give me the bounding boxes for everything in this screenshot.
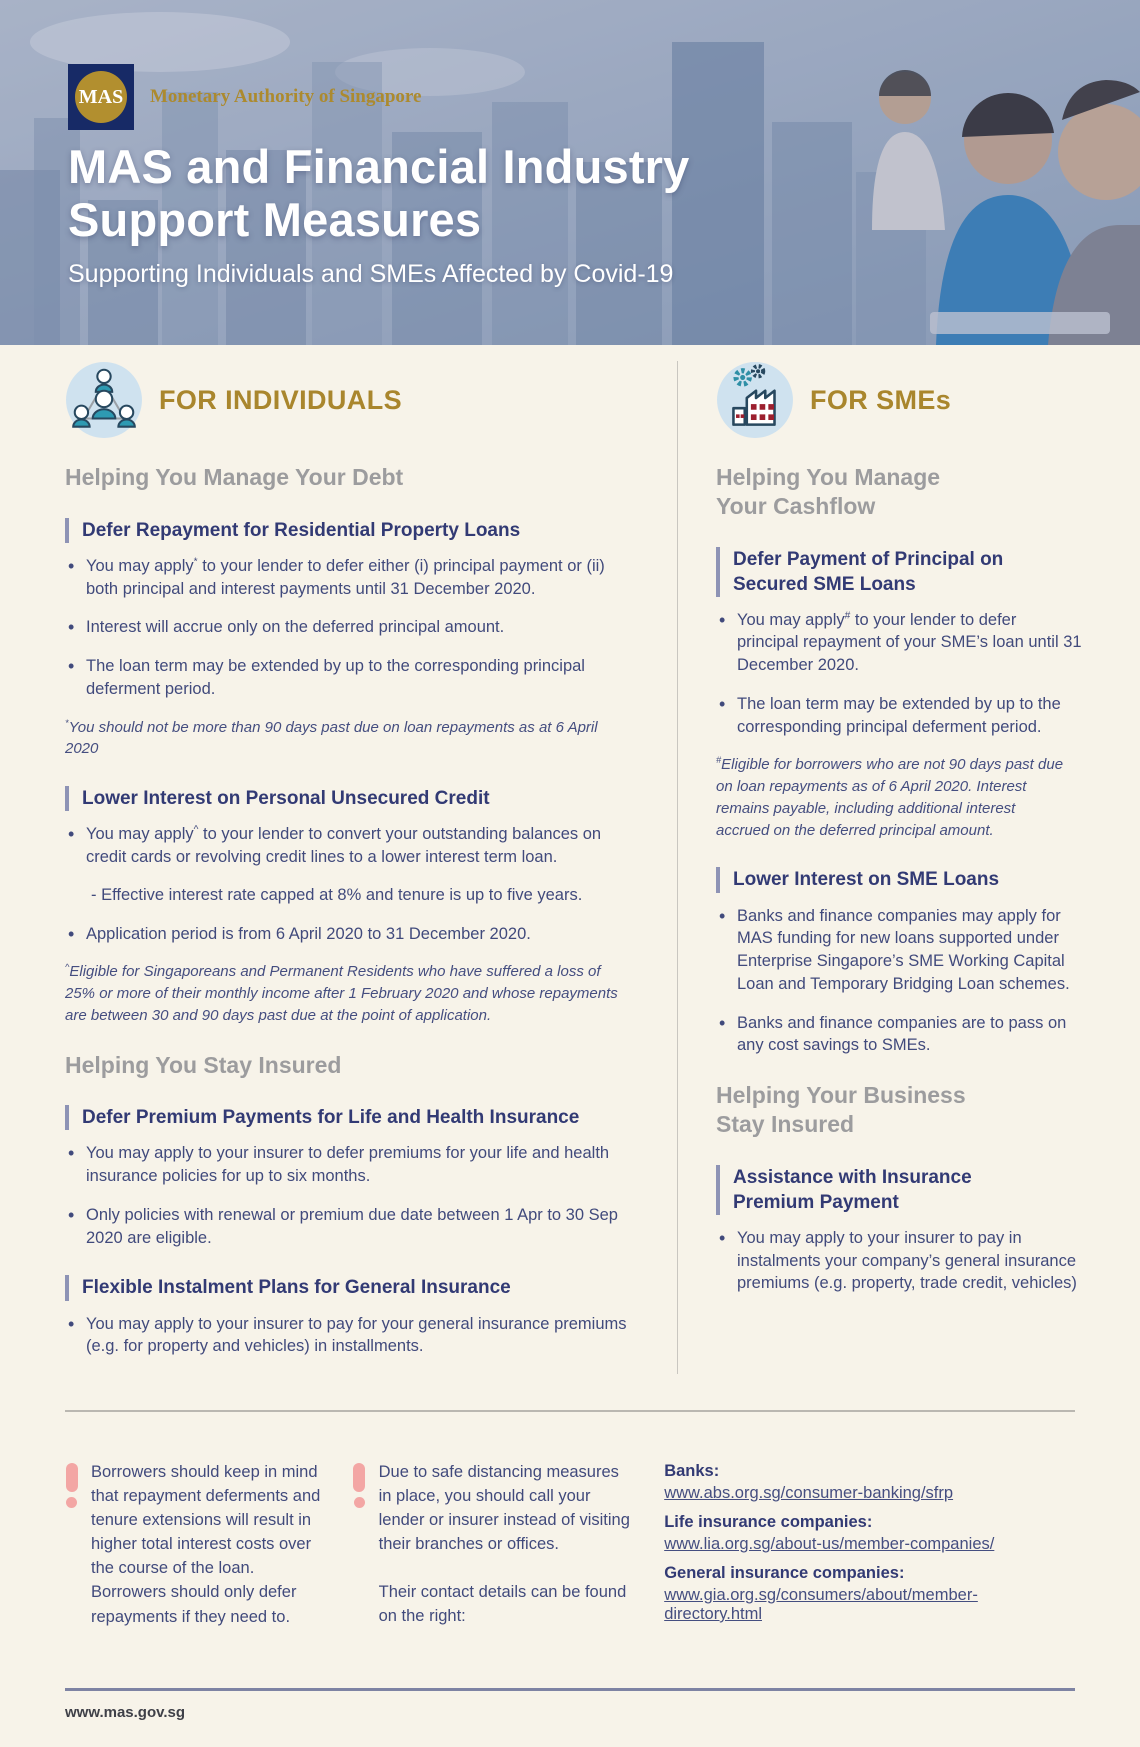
superscript-hash: # [844,610,851,622]
bullet-list [716,905,1082,1058]
superscript-caret: ^ [193,824,199,836]
brand-row [68,64,421,130]
item-title-defer-principal: Defer Payment of Principal on Secured SME Loans [716,547,1021,597]
org-name: Monetary Authority of Singapore [150,86,422,107]
bullet: • You may apply* to your lender to defer either (i) principal payment or (ii) both principal and interest payments until 31 December 2020. [65,555,631,601]
item-title-defer-repayment: Defer Repayment for Residential Property Loans [65,518,631,543]
bullet: • The loan term may be extended by up to the corresponding principal deferment period. [65,655,631,701]
contact-links [664,1460,1075,1634]
individuals-title: FOR INDIVIDUALS [159,384,403,415]
bullet: • You may apply to your insurer to pay in instalments your company’s general insurance premiums (e.g. property, trade credit, vehicles) [716,1227,1082,1295]
smes-title: FOR SMEs [810,384,952,415]
header-banner [0,0,1140,345]
item-title-defer-premium: Defer Premium Payments for Life and Health Insurance [65,1105,631,1130]
footnote-residential-loans: *You should not be more than 90 days past due on loan repayments as at 6 April 2020 [65,717,598,758]
page-title [68,140,690,246]
exclamation-icon [65,1460,78,1634]
notes-section [0,1412,1140,1634]
bullet: • Banks and finance companies may apply for MAS funding for new loans supported under Enterprise Singapore’s SME Working Capital Loan and Temporary Bridging Loan schemes. [716,905,1082,996]
banks-label: Banks: [664,1462,720,1481]
mas-website: www.mas.gov.sg [65,1704,186,1722]
factory-gears-icon [716,361,794,439]
bullet-list [716,1227,1082,1295]
page-title-line1: MAS and Financial Industry [68,140,690,193]
group-heading-business-insured: Helping Your Business Stay Insured [716,1082,966,1137]
footer [0,1688,1140,1747]
bullet: • You may apply# to your lender to defer principal repayment of your SME’s loan until 31 December 2020. [716,609,1082,677]
bullet: • Only policies with renewal or premium due date between 1 Apr to 30 Sep 2020 are eligible. [65,1204,631,1250]
bullet-list [65,555,631,701]
exclamation-icon [353,1460,366,1634]
page-subtitle: Supporting Individuals and SMEs Affected by Covid-19 [68,260,674,289]
note-text: Borrowers should keep in mind that repayment deferments and tenure extensions will result in higher total interest costs over the course of the loan. Borrowers should only defer repayments if they need to. [91,1463,321,1626]
superscript-asterisk: * [193,556,198,568]
footnote-unsecured-credit: ^Eligible for Singaporeans and Permanent Residents who have suffered a loss of 25% or more of their monthly income after 1 February 2020 and whose repayments are between 30 and 90 days past due at the point of application. [65,962,618,1024]
bullet: • Application period is from 6 April 2020 to 31 December 2020. [65,923,631,946]
footer-rule [65,1688,1075,1691]
smes-header [716,361,1082,439]
general-insurance-link[interactable]: www.gia.org.sg/consumers/about/member-directory.html [664,1586,978,1624]
group-heading-manage-debt: Helping You Manage Your Debt [65,464,404,490]
bullet: • Interest will accrue only on the deferred principal amount. [65,616,631,639]
item-title-insurance-assistance: Assistance with Insurance Premium Payment [716,1165,1021,1215]
note-text: Their contact details can be found on the right: [378,1583,627,1626]
item-title-flexible-instalment: Flexible Instalment Plans for General Insurance [65,1275,631,1300]
hero-text [68,140,690,289]
people-network-icon [65,361,143,439]
note-safe-distancing [353,1460,631,1634]
general-insurance-label: General insurance companies: [664,1564,905,1583]
life-insurance-label: Life insurance companies: [664,1513,873,1532]
individuals-header [65,361,631,439]
bullet-list [65,1313,631,1359]
bullet-list [65,823,631,945]
note-deferment-cost [65,1460,327,1634]
bullet: • Banks and finance companies are to pass on any cost savings to SMEs. [716,1012,1082,1058]
bullet-list [716,609,1082,739]
note-text: Due to safe distancing measures in place, you should call your lender or insurer instead of visiting their branches or offices. [378,1463,630,1554]
page-title-line2: Support Measures [68,193,482,247]
life-insurance-link[interactable]: www.lia.org.sg/about-us/member-companies/ [664,1535,995,1554]
item-title-lower-interest-personal: Lower Interest on Personal Unsecured Credit [65,786,631,811]
banks-link[interactable]: www.abs.org.sg/consumer-banking/sfrp [664,1484,954,1503]
item-title-lower-interest-sme: Lower Interest on SME Loans [716,867,1021,892]
sub-point: - Effective interest rate capped at 8% and tenure is up to five years. [91,885,583,904]
mas-logo-text: MAS [75,71,127,123]
individuals-column [65,361,631,1374]
smes-column [678,361,1082,1374]
bullet: • You may apply to your insurer to defer premiums for your life and health insurance policies for up to six months. [65,1142,631,1188]
footnote-sme-loans: #Eligible for borrowers who are not 90 days past due on loan repayments as of 6 April 2020. Interest remains payable, including additional interest accrued on the deferred principal amount. [716,755,1064,839]
bullet: • You may apply to your insurer to pay for your general insurance premiums (e.g. for property and vehicles) in installments. [65,1313,631,1359]
content-columns [0,345,1140,1374]
bullet: • The loan term may be extended by up to the corresponding principal deferment period. [716,693,1082,739]
bullet: • You may apply^ to your lender to convert your outstanding balances on credit cards or revolving credit lines to a lower interest term loan. - Effective interest rate capped at 8% and tenure is up to five years. [65,823,631,906]
bullet-list [65,1142,631,1249]
mas-logo [68,64,134,130]
group-heading-manage-cashflow: Helping You Manage Your Cashflow [716,464,941,519]
group-heading-stay-insured: Helping You Stay Insured [65,1051,342,1078]
